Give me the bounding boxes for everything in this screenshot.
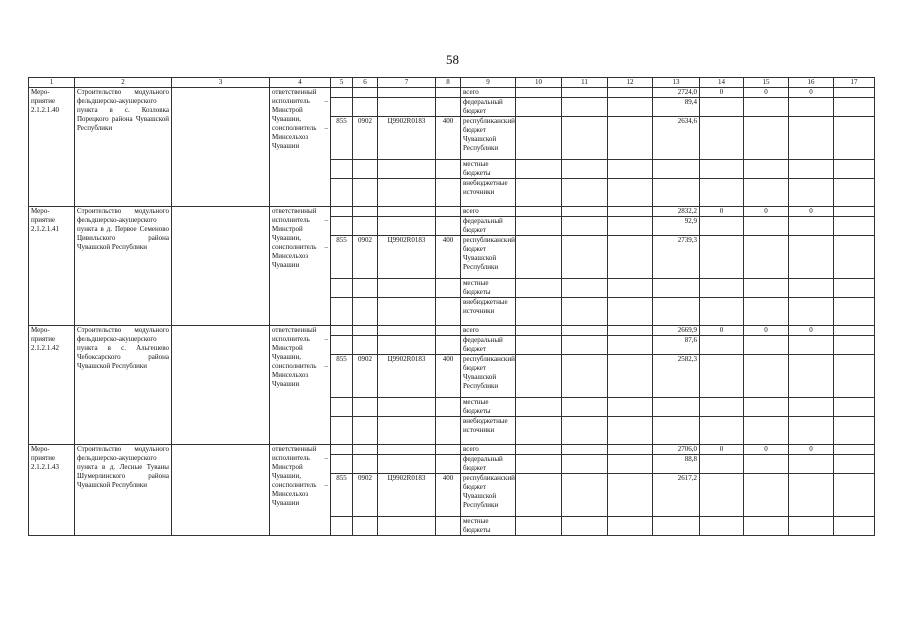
measure-name: Строительство модульного фельдшерско-акушерского пункта в с. Альгешево Чебоксарского района Чувашской Республики <box>75 326 172 445</box>
value-col16 <box>789 298 834 326</box>
empty-cell <box>353 207 378 217</box>
empty-cell <box>516 236 562 279</box>
value-col16 <box>789 455 834 474</box>
code-target: Ц9902R0183 <box>378 355 436 398</box>
empty-cell <box>562 355 608 398</box>
empty-cell <box>608 298 653 326</box>
empty-cell <box>353 88 378 98</box>
empty-cell <box>608 88 653 98</box>
header-row <box>29 78 875 88</box>
header-cell: 2 <box>75 78 172 88</box>
funding-source: внебюджетные источники <box>461 417 516 445</box>
empty-cell <box>834 217 875 236</box>
value-col16: 0 <box>789 326 834 336</box>
empty-cell <box>516 179 562 207</box>
executor: ответственный исполнитель – Минстрой Чувашии, соисполнитель – Минсельхоз Чувашии <box>270 445 331 536</box>
empty-cell <box>331 207 353 217</box>
value-col14 <box>700 236 744 279</box>
empty-cell <box>834 236 875 279</box>
value-col14: 0 <box>700 445 744 455</box>
value-col16: 0 <box>789 207 834 217</box>
value-col13 <box>653 179 700 207</box>
page-number: 58 <box>446 52 459 67</box>
header-cell: 6 <box>353 78 378 88</box>
empty-cell <box>562 207 608 217</box>
empty-cell <box>378 160 436 179</box>
executor: ответственный исполнитель – Минстрой Чувашии, соисполнитель – Минсельхоз Чувашии <box>270 88 331 207</box>
empty-cell <box>378 326 436 336</box>
value-col15 <box>744 236 789 279</box>
empty-cell <box>608 336 653 355</box>
empty-cell <box>562 326 608 336</box>
value-col15: 0 <box>744 207 789 217</box>
header-cell: 12 <box>608 78 653 88</box>
empty-cell <box>608 160 653 179</box>
measure-id: Меро-приятие 2.1.2.1.42 <box>29 326 75 445</box>
value-col13: 2669,9 <box>653 326 700 336</box>
empty-cell <box>331 298 353 326</box>
measure-id: Меро-приятие 2.1.2.1.43 <box>29 445 75 536</box>
value-col15 <box>744 336 789 355</box>
empty-cell <box>562 88 608 98</box>
empty-cell <box>353 336 378 355</box>
code-section: 0902 <box>353 117 378 160</box>
value-col15: 0 <box>744 445 789 455</box>
empty-cell <box>436 298 461 326</box>
empty-cell <box>331 445 353 455</box>
value-col13: 88,8 <box>653 455 700 474</box>
empty-cell <box>436 326 461 336</box>
empty-cell <box>353 217 378 236</box>
value-col16 <box>789 398 834 417</box>
empty-cell <box>172 207 270 326</box>
empty-cell <box>834 336 875 355</box>
empty-cell <box>378 336 436 355</box>
empty-cell <box>378 445 436 455</box>
empty-cell <box>331 179 353 207</box>
empty-cell <box>834 355 875 398</box>
value-col14: 0 <box>700 207 744 217</box>
value-col14: 0 <box>700 88 744 98</box>
empty-cell <box>331 336 353 355</box>
value-col16 <box>789 98 834 117</box>
empty-cell <box>562 517 608 536</box>
value-col14 <box>700 517 744 536</box>
value-col15 <box>744 517 789 536</box>
header-cell: 13 <box>653 78 700 88</box>
empty-cell <box>353 445 378 455</box>
empty-cell <box>608 517 653 536</box>
value-col15 <box>744 417 789 445</box>
empty-cell <box>353 417 378 445</box>
empty-cell <box>562 236 608 279</box>
table-row <box>29 326 875 336</box>
value-col13: 2634,6 <box>653 117 700 160</box>
value-col16 <box>789 117 834 160</box>
empty-cell <box>516 326 562 336</box>
value-col16 <box>789 279 834 298</box>
funding-source: республиканский бюджет Чувашской Республики <box>461 474 516 517</box>
empty-cell <box>353 326 378 336</box>
empty-cell <box>608 455 653 474</box>
header-cell: 11 <box>562 78 608 88</box>
empty-cell <box>834 160 875 179</box>
empty-cell <box>562 445 608 455</box>
empty-cell <box>353 398 378 417</box>
value-col14 <box>700 160 744 179</box>
value-col14 <box>700 217 744 236</box>
funding-source: республиканский бюджет Чувашской Республики <box>461 117 516 160</box>
funding-source: всего <box>461 445 516 455</box>
empty-cell <box>378 417 436 445</box>
empty-cell <box>516 355 562 398</box>
empty-cell <box>353 455 378 474</box>
empty-cell <box>608 326 653 336</box>
empty-cell <box>331 88 353 98</box>
empty-cell <box>172 326 270 445</box>
header-cell: 4 <box>270 78 331 88</box>
value-col13 <box>653 298 700 326</box>
value-col15 <box>744 179 789 207</box>
value-col15 <box>744 355 789 398</box>
empty-cell <box>834 326 875 336</box>
empty-cell <box>331 217 353 236</box>
value-col14 <box>700 398 744 417</box>
code-type: 400 <box>436 355 461 398</box>
value-col13: 2706,0 <box>653 445 700 455</box>
header-cell: 17 <box>834 78 875 88</box>
empty-cell <box>608 179 653 207</box>
empty-cell <box>834 117 875 160</box>
value-col14 <box>700 98 744 117</box>
empty-cell <box>353 98 378 117</box>
empty-cell <box>436 88 461 98</box>
funding-source: всего <box>461 88 516 98</box>
value-col14 <box>700 298 744 326</box>
header-cell: 1 <box>29 78 75 88</box>
empty-cell <box>436 179 461 207</box>
empty-cell <box>436 279 461 298</box>
empty-cell <box>436 455 461 474</box>
empty-cell <box>353 179 378 207</box>
header-cell: 14 <box>700 78 744 88</box>
value-col14 <box>700 417 744 445</box>
code-grbs: 855 <box>331 236 353 279</box>
code-target: Ц9902R0183 <box>378 474 436 517</box>
empty-cell <box>436 160 461 179</box>
value-col15: 0 <box>744 88 789 98</box>
code-section: 0902 <box>353 236 378 279</box>
empty-cell <box>608 217 653 236</box>
empty-cell <box>378 88 436 98</box>
value-col13 <box>653 517 700 536</box>
empty-cell <box>834 455 875 474</box>
empty-cell <box>516 398 562 417</box>
funding-source: всего <box>461 207 516 217</box>
empty-cell <box>834 474 875 517</box>
empty-cell <box>436 445 461 455</box>
empty-cell <box>331 417 353 445</box>
table-row <box>29 207 875 217</box>
value-col13: 92,9 <box>653 217 700 236</box>
measure-id: Меро-приятие 2.1.2.1.41 <box>29 207 75 326</box>
empty-cell <box>331 398 353 417</box>
empty-cell <box>172 88 270 207</box>
value-col15 <box>744 98 789 117</box>
empty-cell <box>331 160 353 179</box>
empty-cell <box>516 455 562 474</box>
empty-cell <box>834 88 875 98</box>
header-cell: 9 <box>461 78 516 88</box>
empty-cell <box>516 298 562 326</box>
empty-cell <box>562 417 608 445</box>
empty-cell <box>516 160 562 179</box>
value-col13: 2739,3 <box>653 236 700 279</box>
value-col16 <box>789 179 834 207</box>
empty-cell <box>378 455 436 474</box>
value-col14: 0 <box>700 326 744 336</box>
value-col14 <box>700 474 744 517</box>
empty-cell <box>608 279 653 298</box>
empty-cell <box>436 217 461 236</box>
empty-cell <box>562 98 608 117</box>
value-col14 <box>700 355 744 398</box>
value-col16: 0 <box>789 445 834 455</box>
empty-cell <box>608 398 653 417</box>
value-col13 <box>653 417 700 445</box>
funding-source: местные бюджеты <box>461 160 516 179</box>
value-col15 <box>744 474 789 517</box>
empty-cell <box>608 236 653 279</box>
code-type: 400 <box>436 474 461 517</box>
value-col14 <box>700 117 744 160</box>
empty-cell <box>353 517 378 536</box>
empty-cell <box>834 179 875 207</box>
empty-cell <box>331 279 353 298</box>
value-col15 <box>744 398 789 417</box>
code-section: 0902 <box>353 355 378 398</box>
funding-source: федеральный бюджет <box>461 336 516 355</box>
empty-cell <box>436 336 461 355</box>
code-grbs: 855 <box>331 117 353 160</box>
code-section: 0902 <box>353 474 378 517</box>
value-col14 <box>700 279 744 298</box>
funding-source: внебюджетные источники <box>461 179 516 207</box>
header-cell: 16 <box>789 78 834 88</box>
empty-cell <box>516 474 562 517</box>
empty-cell <box>436 98 461 117</box>
measure-name: Строительство модульного фельдшерско-акушерского пункта в д. Лесные Туваны Шумерлинского района Чувашской Республики <box>75 445 172 536</box>
code-target: Ц9902R0183 <box>378 117 436 160</box>
executor: ответственный исполнитель – Минстрой Чувашии, соисполнитель – Минсельхоз Чувашии <box>270 326 331 445</box>
value-col16 <box>789 355 834 398</box>
empty-cell <box>436 207 461 217</box>
header-cell: 8 <box>436 78 461 88</box>
empty-cell <box>834 417 875 445</box>
empty-cell <box>834 398 875 417</box>
empty-cell <box>608 445 653 455</box>
value-col16 <box>789 160 834 179</box>
value-col13 <box>653 398 700 417</box>
empty-cell <box>516 279 562 298</box>
empty-cell <box>834 98 875 117</box>
empty-cell <box>436 398 461 417</box>
empty-cell <box>378 179 436 207</box>
measure-name: Строительство модульного фельдшерско-акушерского пункта в д. Первое Семеново Цивильского района Чувашской Республики <box>75 207 172 326</box>
value-col14 <box>700 179 744 207</box>
value-col15 <box>744 279 789 298</box>
empty-cell <box>378 98 436 117</box>
value-col15 <box>744 298 789 326</box>
value-col16 <box>789 336 834 355</box>
value-col15 <box>744 217 789 236</box>
empty-cell <box>562 217 608 236</box>
empty-cell <box>331 517 353 536</box>
empty-cell <box>331 98 353 117</box>
empty-cell <box>353 160 378 179</box>
empty-cell <box>834 279 875 298</box>
empty-cell <box>378 207 436 217</box>
code-type: 400 <box>436 236 461 279</box>
code-type: 400 <box>436 117 461 160</box>
empty-cell <box>608 355 653 398</box>
funding-source: всего <box>461 326 516 336</box>
empty-cell <box>516 445 562 455</box>
empty-cell <box>834 207 875 217</box>
value-col14 <box>700 455 744 474</box>
value-col13: 2832,2 <box>653 207 700 217</box>
empty-cell <box>516 117 562 160</box>
value-col16 <box>789 236 834 279</box>
empty-cell <box>516 207 562 217</box>
empty-cell <box>516 517 562 536</box>
code-grbs: 855 <box>331 355 353 398</box>
value-col16 <box>789 217 834 236</box>
budget-table <box>28 77 875 536</box>
header-cell: 15 <box>744 78 789 88</box>
empty-cell <box>562 279 608 298</box>
empty-cell <box>834 445 875 455</box>
value-col13: 87,6 <box>653 336 700 355</box>
empty-cell <box>172 445 270 536</box>
funding-source: федеральный бюджет <box>461 98 516 117</box>
empty-cell <box>608 474 653 517</box>
empty-cell <box>562 160 608 179</box>
empty-cell <box>516 88 562 98</box>
empty-cell <box>562 179 608 207</box>
header-cell: 5 <box>331 78 353 88</box>
header-cell: 10 <box>516 78 562 88</box>
funding-source: местные бюджеты <box>461 279 516 298</box>
executor: ответственный исполнитель – Минстрой Чувашии, соисполнитель – Минсельхоз Чувашии <box>270 207 331 326</box>
empty-cell <box>378 517 436 536</box>
value-col13: 2582,3 <box>653 355 700 398</box>
value-col14 <box>700 336 744 355</box>
measure-name: Строительство модульного фельдшерско-акушерского пункта в с. Козловка Порецкого района Чувашской Республики <box>75 88 172 207</box>
empty-cell <box>378 217 436 236</box>
empty-cell <box>562 117 608 160</box>
funding-source: внебюджетные источники <box>461 298 516 326</box>
table-row <box>29 445 875 455</box>
empty-cell <box>436 517 461 536</box>
empty-cell <box>331 326 353 336</box>
value-col13: 2724,0 <box>653 88 700 98</box>
funding-source: местные бюджеты <box>461 517 516 536</box>
measure-id: Меро-приятие 2.1.2.1.40 <box>29 88 75 207</box>
value-col15 <box>744 117 789 160</box>
funding-source: федеральный бюджет <box>461 455 516 474</box>
empty-cell <box>353 279 378 298</box>
empty-cell <box>834 517 875 536</box>
value-col15 <box>744 455 789 474</box>
funding-source: республиканский бюджет Чувашской Республики <box>461 355 516 398</box>
empty-cell <box>562 336 608 355</box>
value-col16 <box>789 474 834 517</box>
empty-cell <box>608 207 653 217</box>
empty-cell <box>353 298 378 326</box>
funding-source: федеральный бюджет <box>461 217 516 236</box>
value-col16: 0 <box>789 88 834 98</box>
empty-cell <box>331 455 353 474</box>
empty-cell <box>608 98 653 117</box>
empty-cell <box>378 279 436 298</box>
empty-cell <box>834 298 875 326</box>
header-cell: 3 <box>172 78 270 88</box>
empty-cell <box>608 417 653 445</box>
empty-cell <box>562 474 608 517</box>
empty-cell <box>378 398 436 417</box>
value-col15 <box>744 160 789 179</box>
header-cell: 7 <box>378 78 436 88</box>
empty-cell <box>516 417 562 445</box>
empty-cell <box>516 217 562 236</box>
code-target: Ц9902R0183 <box>378 236 436 279</box>
empty-cell <box>562 298 608 326</box>
empty-cell <box>608 117 653 160</box>
value-col13 <box>653 279 700 298</box>
empty-cell <box>516 336 562 355</box>
empty-cell <box>516 98 562 117</box>
empty-cell <box>436 417 461 445</box>
value-col16 <box>789 417 834 445</box>
funding-source: республиканский бюджет Чувашской Республики <box>461 236 516 279</box>
empty-cell <box>562 455 608 474</box>
empty-cell <box>562 398 608 417</box>
empty-cell <box>378 298 436 326</box>
value-col13 <box>653 160 700 179</box>
funding-source: местные бюджеты <box>461 398 516 417</box>
table-row <box>29 88 875 98</box>
value-col16 <box>789 517 834 536</box>
code-grbs: 855 <box>331 474 353 517</box>
value-col13: 2617,2 <box>653 474 700 517</box>
value-col13: 89,4 <box>653 98 700 117</box>
value-col15: 0 <box>744 326 789 336</box>
